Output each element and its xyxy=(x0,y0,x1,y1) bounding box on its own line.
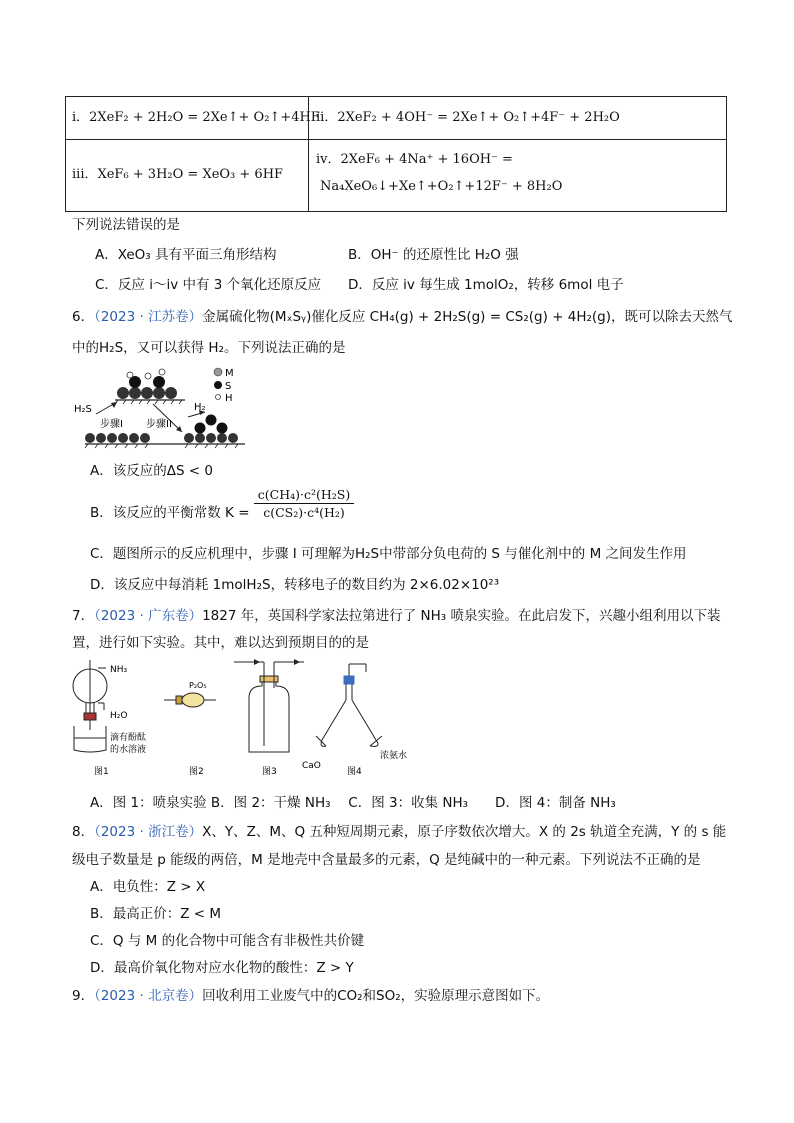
catalyst-mechanism-figure xyxy=(70,362,250,452)
q9-stem-line1 xyxy=(72,984,549,1004)
legend-h: H xyxy=(225,393,233,404)
reaction-iv-line2: Na₄XeO₆↓+Xe↑+O₂↑+12F⁻ + 8H₂O xyxy=(320,179,563,194)
reaction-table xyxy=(65,96,727,212)
q8-option-d: D．最高价氧化物对应水化物的酸性：Z > Y xyxy=(90,960,354,976)
q6-option-a: A．该反应的ΔS < 0 xyxy=(90,463,214,479)
reaction-iv-line1: iv．2XeF₆ + 4Na⁺ + 16OH⁻ = xyxy=(316,152,513,167)
q5-option-a: A．XeO₃ 具有平面三角形结构 xyxy=(95,247,277,263)
table-divider-horizontal xyxy=(66,139,726,140)
fig1-solution-1: 滴有酚酞 xyxy=(110,733,147,743)
fig4-ammonia: 浓氨水 xyxy=(380,751,408,761)
q7-stem-line1 xyxy=(72,604,720,624)
label-step2: 步骤II xyxy=(146,419,172,430)
q5-option-c: C．反应 i～iv 中有 3 个氧化还原反应 xyxy=(95,277,322,293)
q8-option-b: B．最高正价：Z < M xyxy=(90,906,222,922)
fig2-caption: 图2 xyxy=(189,767,204,777)
equilibrium-constant-fraction xyxy=(254,487,354,520)
q6-stem-line2: 中的H₂S，又可以获得 H₂。下列说法正确的是 xyxy=(72,340,346,356)
fig1-h2o: H₂O xyxy=(110,711,128,721)
q7-text: 1827 年，英国科学家法拉第进行了 NH₃ 喷泉实验。在此启发下，兴趣小组利用以下装 xyxy=(202,608,721,624)
q6-number: 6． xyxy=(72,309,95,325)
q9-number: 9． xyxy=(72,988,95,1004)
q8-option-c: C．Q 与 M 的化合物中可能含有非极性共价键 xyxy=(90,933,365,949)
q8-option-a: A．电负性：Z > X xyxy=(90,879,206,895)
q5-stem: 下列说法错误的是 xyxy=(72,217,180,233)
label-h2: H₂ xyxy=(194,402,206,413)
q8-source: （2023 · 浙江卷） xyxy=(94,824,203,840)
q6-text: 金属硫化物(MₓSᵧ)催化反应 CH₄(g) + 2H₂S(g) = CS₂(g) + 4H₂(g)，既可以除去天然气 xyxy=(202,309,733,325)
legend-m: M xyxy=(225,368,234,379)
q7-source: （2023 · 广东卷） xyxy=(94,608,203,624)
fraction-numerator: c(CH₄)·c²(H₂S) xyxy=(257,487,351,502)
fig1-solution-2: 的水溶液 xyxy=(110,745,147,755)
q6-option-b: B．该反应的平衡常数 K = xyxy=(90,505,250,521)
q9-source: （2023 · 北京卷） xyxy=(94,988,203,1004)
q8-number: 8． xyxy=(72,824,95,840)
q6-option-d: D．该反应中每消耗 1molH₂S，转移电子的数目约为 2×6.02×10²³ xyxy=(90,577,500,593)
reaction-i: i．2XeF₂ + 2H₂O = 2Xe↑+ O₂↑+4HF xyxy=(72,110,320,125)
q8-text: X、Y、Z、M、Q 五种短周期元素，原子序数依次增大。X 的 2s 轨道全充满，Y 的 s 能 xyxy=(202,824,727,840)
q7-stem-line2: 置，进行如下实验。其中，难以达到预期目的的是 xyxy=(72,635,369,651)
q7-options: A．图 1：喷泉实验 B．图 2：干燥 NH₃ C．图 3：收集 NH₃ D．图 4：制备 NH₃ xyxy=(90,795,616,811)
q7-number: 7． xyxy=(72,608,95,624)
q8-stem-line1 xyxy=(72,820,726,840)
legend-s: S xyxy=(225,381,232,392)
fig3-caption: 图3 xyxy=(262,767,277,777)
fig1-caption: 图1 xyxy=(94,767,109,777)
q6-source: （2023 · 江苏卷） xyxy=(94,309,203,325)
q6-option-c: C．题图所示的反应机理中，步骤 I 可理解为H₂S中带部分负电荷的 S 与催化剂中的 M 之间发生作用 xyxy=(90,546,687,562)
fig4-caption: 图4 xyxy=(347,767,362,777)
q9-text: 回收利用工业废气中的CO₂和SO₂，实验原理示意图如下。 xyxy=(202,988,550,1004)
q5-option-d: D．反应 iv 每生成 1molO₂，转移 6mol 电子 xyxy=(348,277,624,293)
fraction-denominator: c(CS₂)·c⁴(H₂) xyxy=(263,505,345,520)
label-h2s: H₂S xyxy=(74,404,92,415)
fig4-cao: CaO xyxy=(302,761,321,771)
fig1-nh3: NH₃ xyxy=(110,665,128,675)
q5-option-b: B．OH⁻ 的还原性比 H₂O 强 xyxy=(348,247,519,263)
reaction-ii: ii．2XeF₂ + 4OH⁻ = 2Xe↑+ O₂↑+4F⁻ + 2H₂O xyxy=(316,110,620,125)
q6-stem-line1 xyxy=(72,305,733,325)
reaction-iii: iii．XeF₆ + 3H₂O = XeO₃ + 6HF xyxy=(72,167,284,182)
fig2-p2o5: P₂O₅ xyxy=(189,681,207,690)
label-step1: 步骤I xyxy=(100,419,123,430)
apparatus-figure xyxy=(64,658,424,780)
q8-stem-line2: 级电子数量是 p 能级的两倍，M 是地壳中含量最多的元素，Q 是纯碱中的一种元素。下列说法不正确的是 xyxy=(72,852,701,868)
